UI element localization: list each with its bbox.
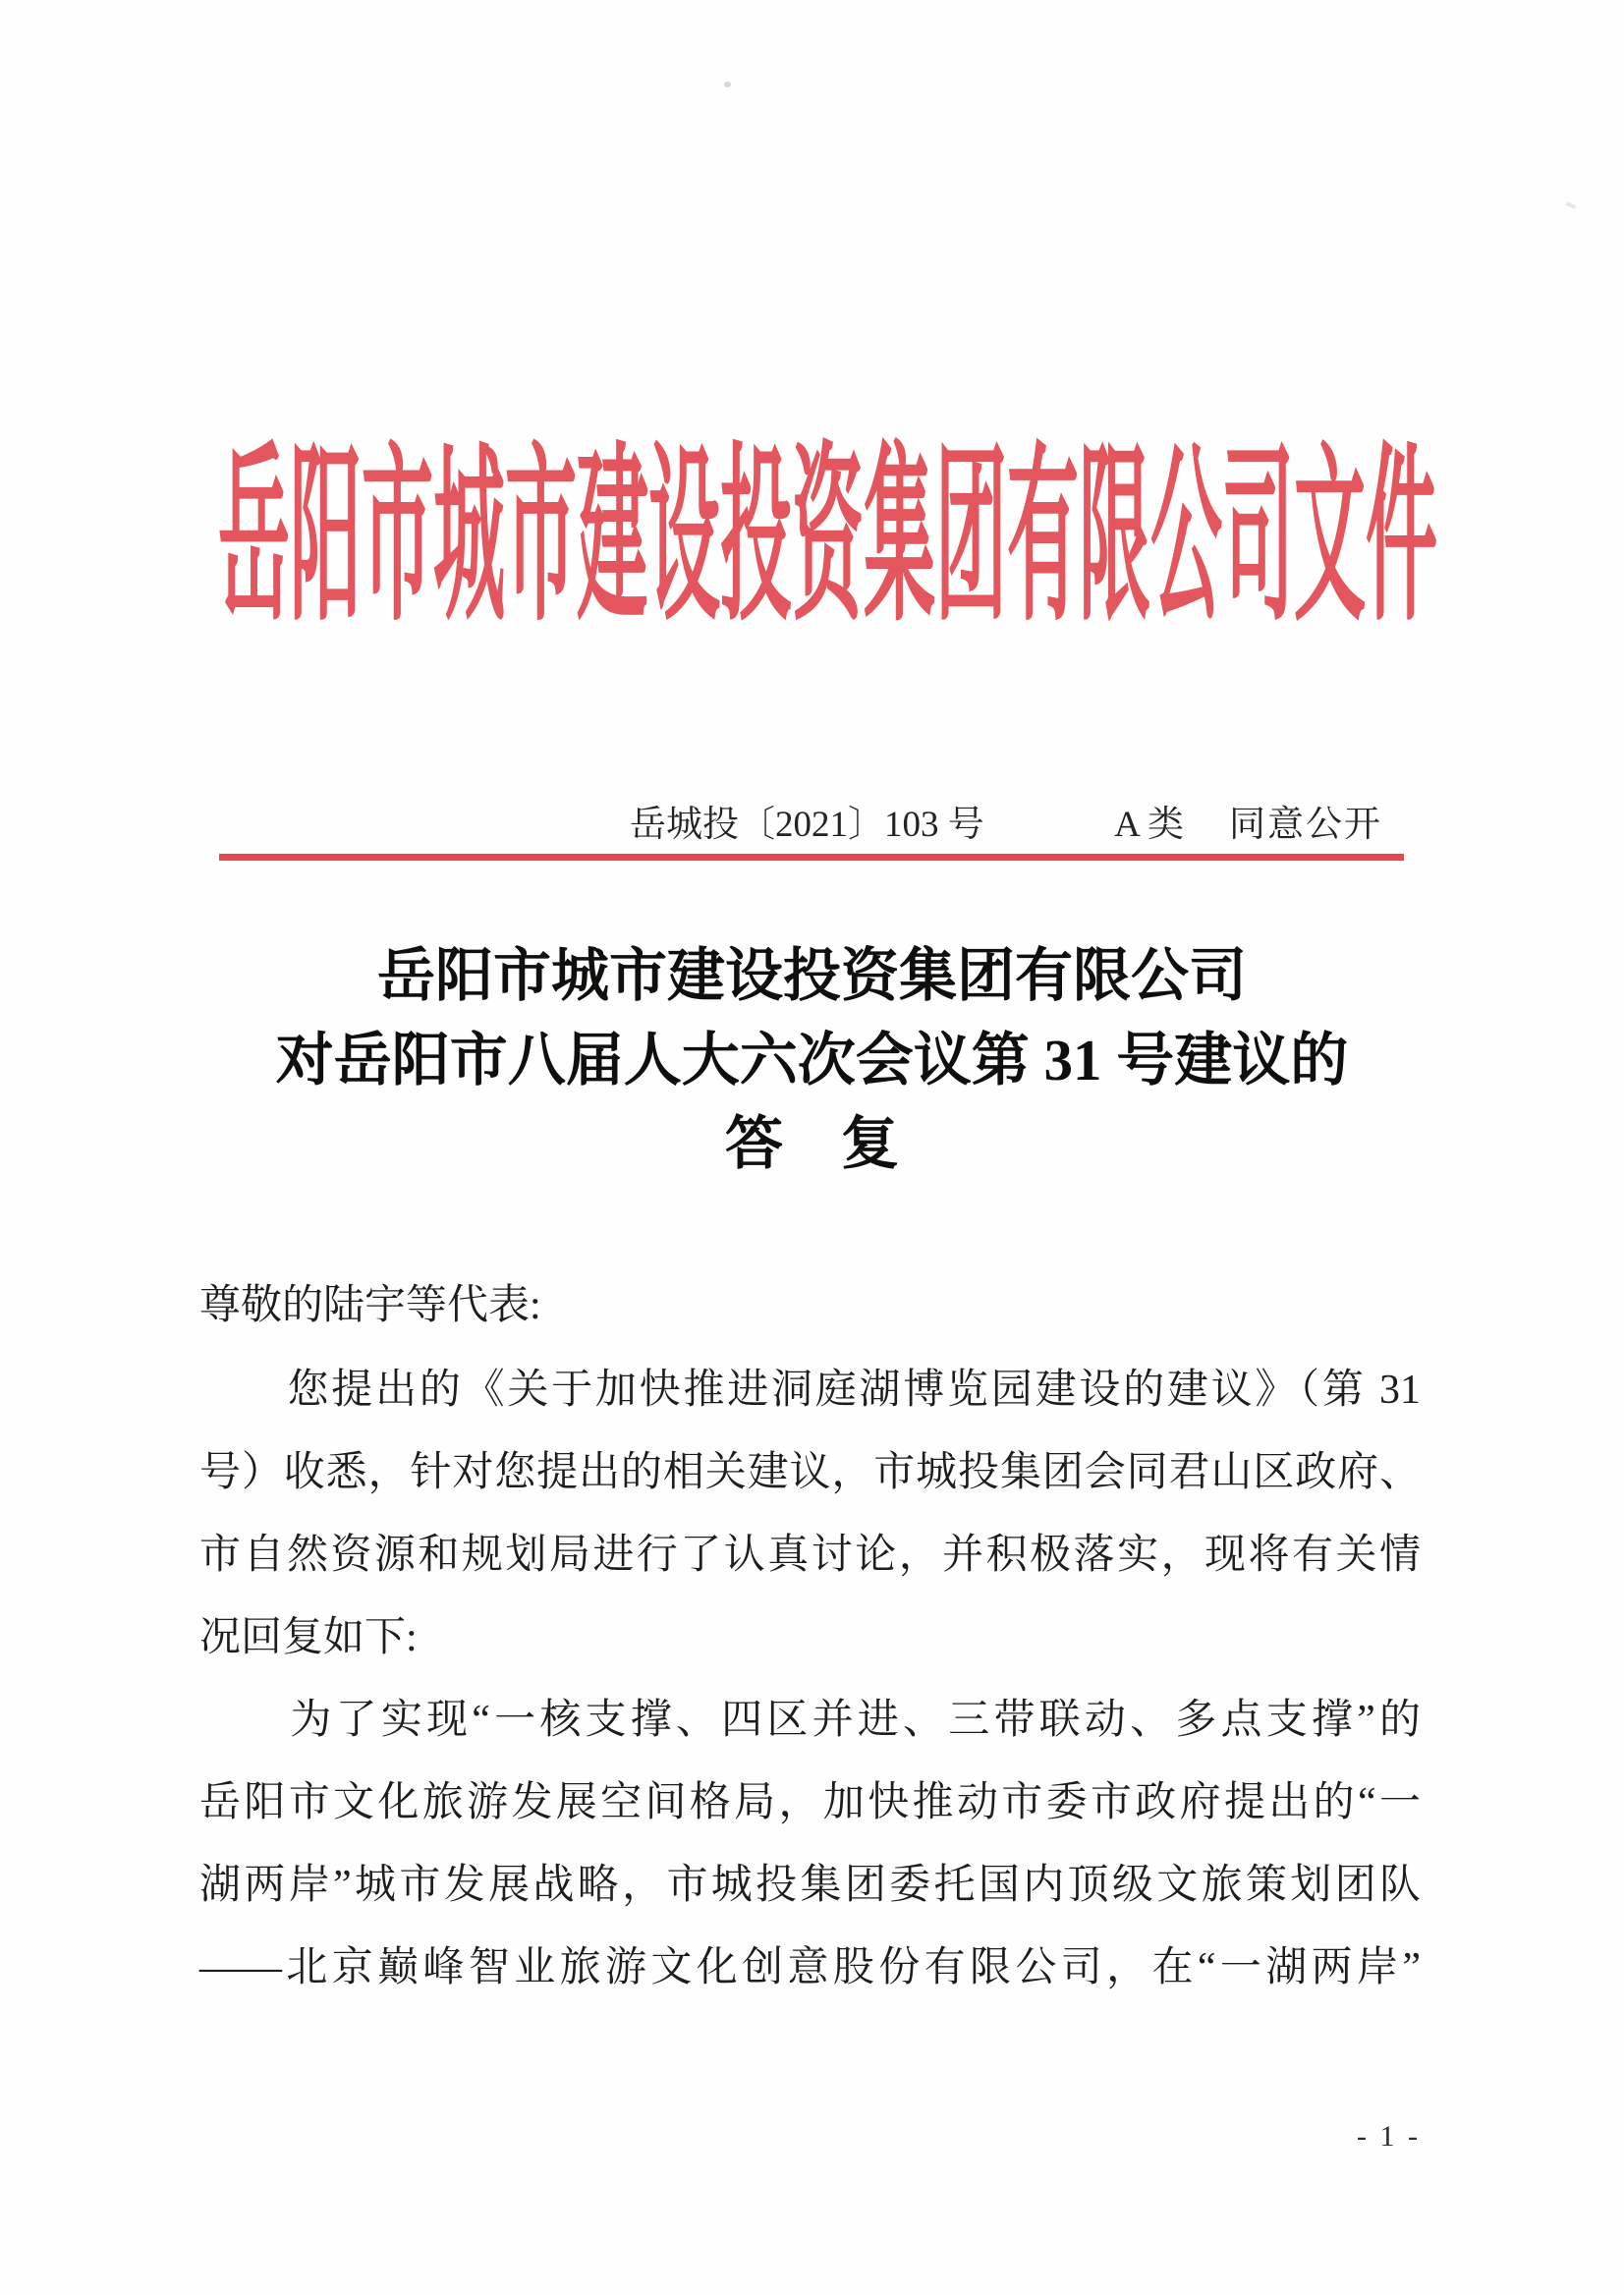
scan-artifact-dot xyxy=(724,82,731,87)
body-line: ——北京巅峰智业旅游文化创意股份有限公司，在“一湖两岸” xyxy=(199,1945,1421,1990)
document-number-row xyxy=(630,802,1382,849)
document-number: 岳城投〔2021〕103 号 xyxy=(630,805,984,845)
page-number: - 1 - xyxy=(1357,2120,1421,2153)
scan-artifact-mark xyxy=(1566,201,1577,209)
document-title-line-2: 对岳阳市八届人大六次会议第 31 号建议的 xyxy=(275,1028,1349,1092)
document-title-line-1: 岳阳市城市建设投资集团有限公司 xyxy=(376,943,1247,1008)
red-divider-rule xyxy=(219,854,1404,861)
body-line: 岳阳市文化旅游发展空间格局，加快推动市委市政府提出的“一 xyxy=(199,1780,1421,1825)
salutation: 尊敬的陆宇等代表: xyxy=(199,1283,541,1328)
body-line: 号）收悉，针对您提出的相关建议，市城投集团会同君山区政府、 xyxy=(199,1450,1421,1495)
publicity-label: 同意公开 xyxy=(1229,805,1382,845)
body-line: 市自然资源和规划局进行了认真讨论，并积极落实，现将有关情 xyxy=(199,1533,1421,1578)
classification-label: A 类 xyxy=(1114,805,1184,845)
letterhead-banner-title: 岳阳市城市建设投资集团有限公司文件 xyxy=(218,431,1437,644)
body-line: 湖两岸”城市发展战略，市城投集团委托国内顶级文旅策划团队 xyxy=(199,1863,1421,1908)
body-line: 况回复如下: xyxy=(199,1615,418,1660)
document-title-line-3: 答 复 xyxy=(724,1111,899,1176)
body-line: 您提出的《关于加快推进洞庭湖博览园建设的建议》（第 31 xyxy=(199,1368,1421,1413)
body-line: 为了实现“一核支撑、四区并进、三带联动、多点支撑”的 xyxy=(199,1698,1421,1743)
